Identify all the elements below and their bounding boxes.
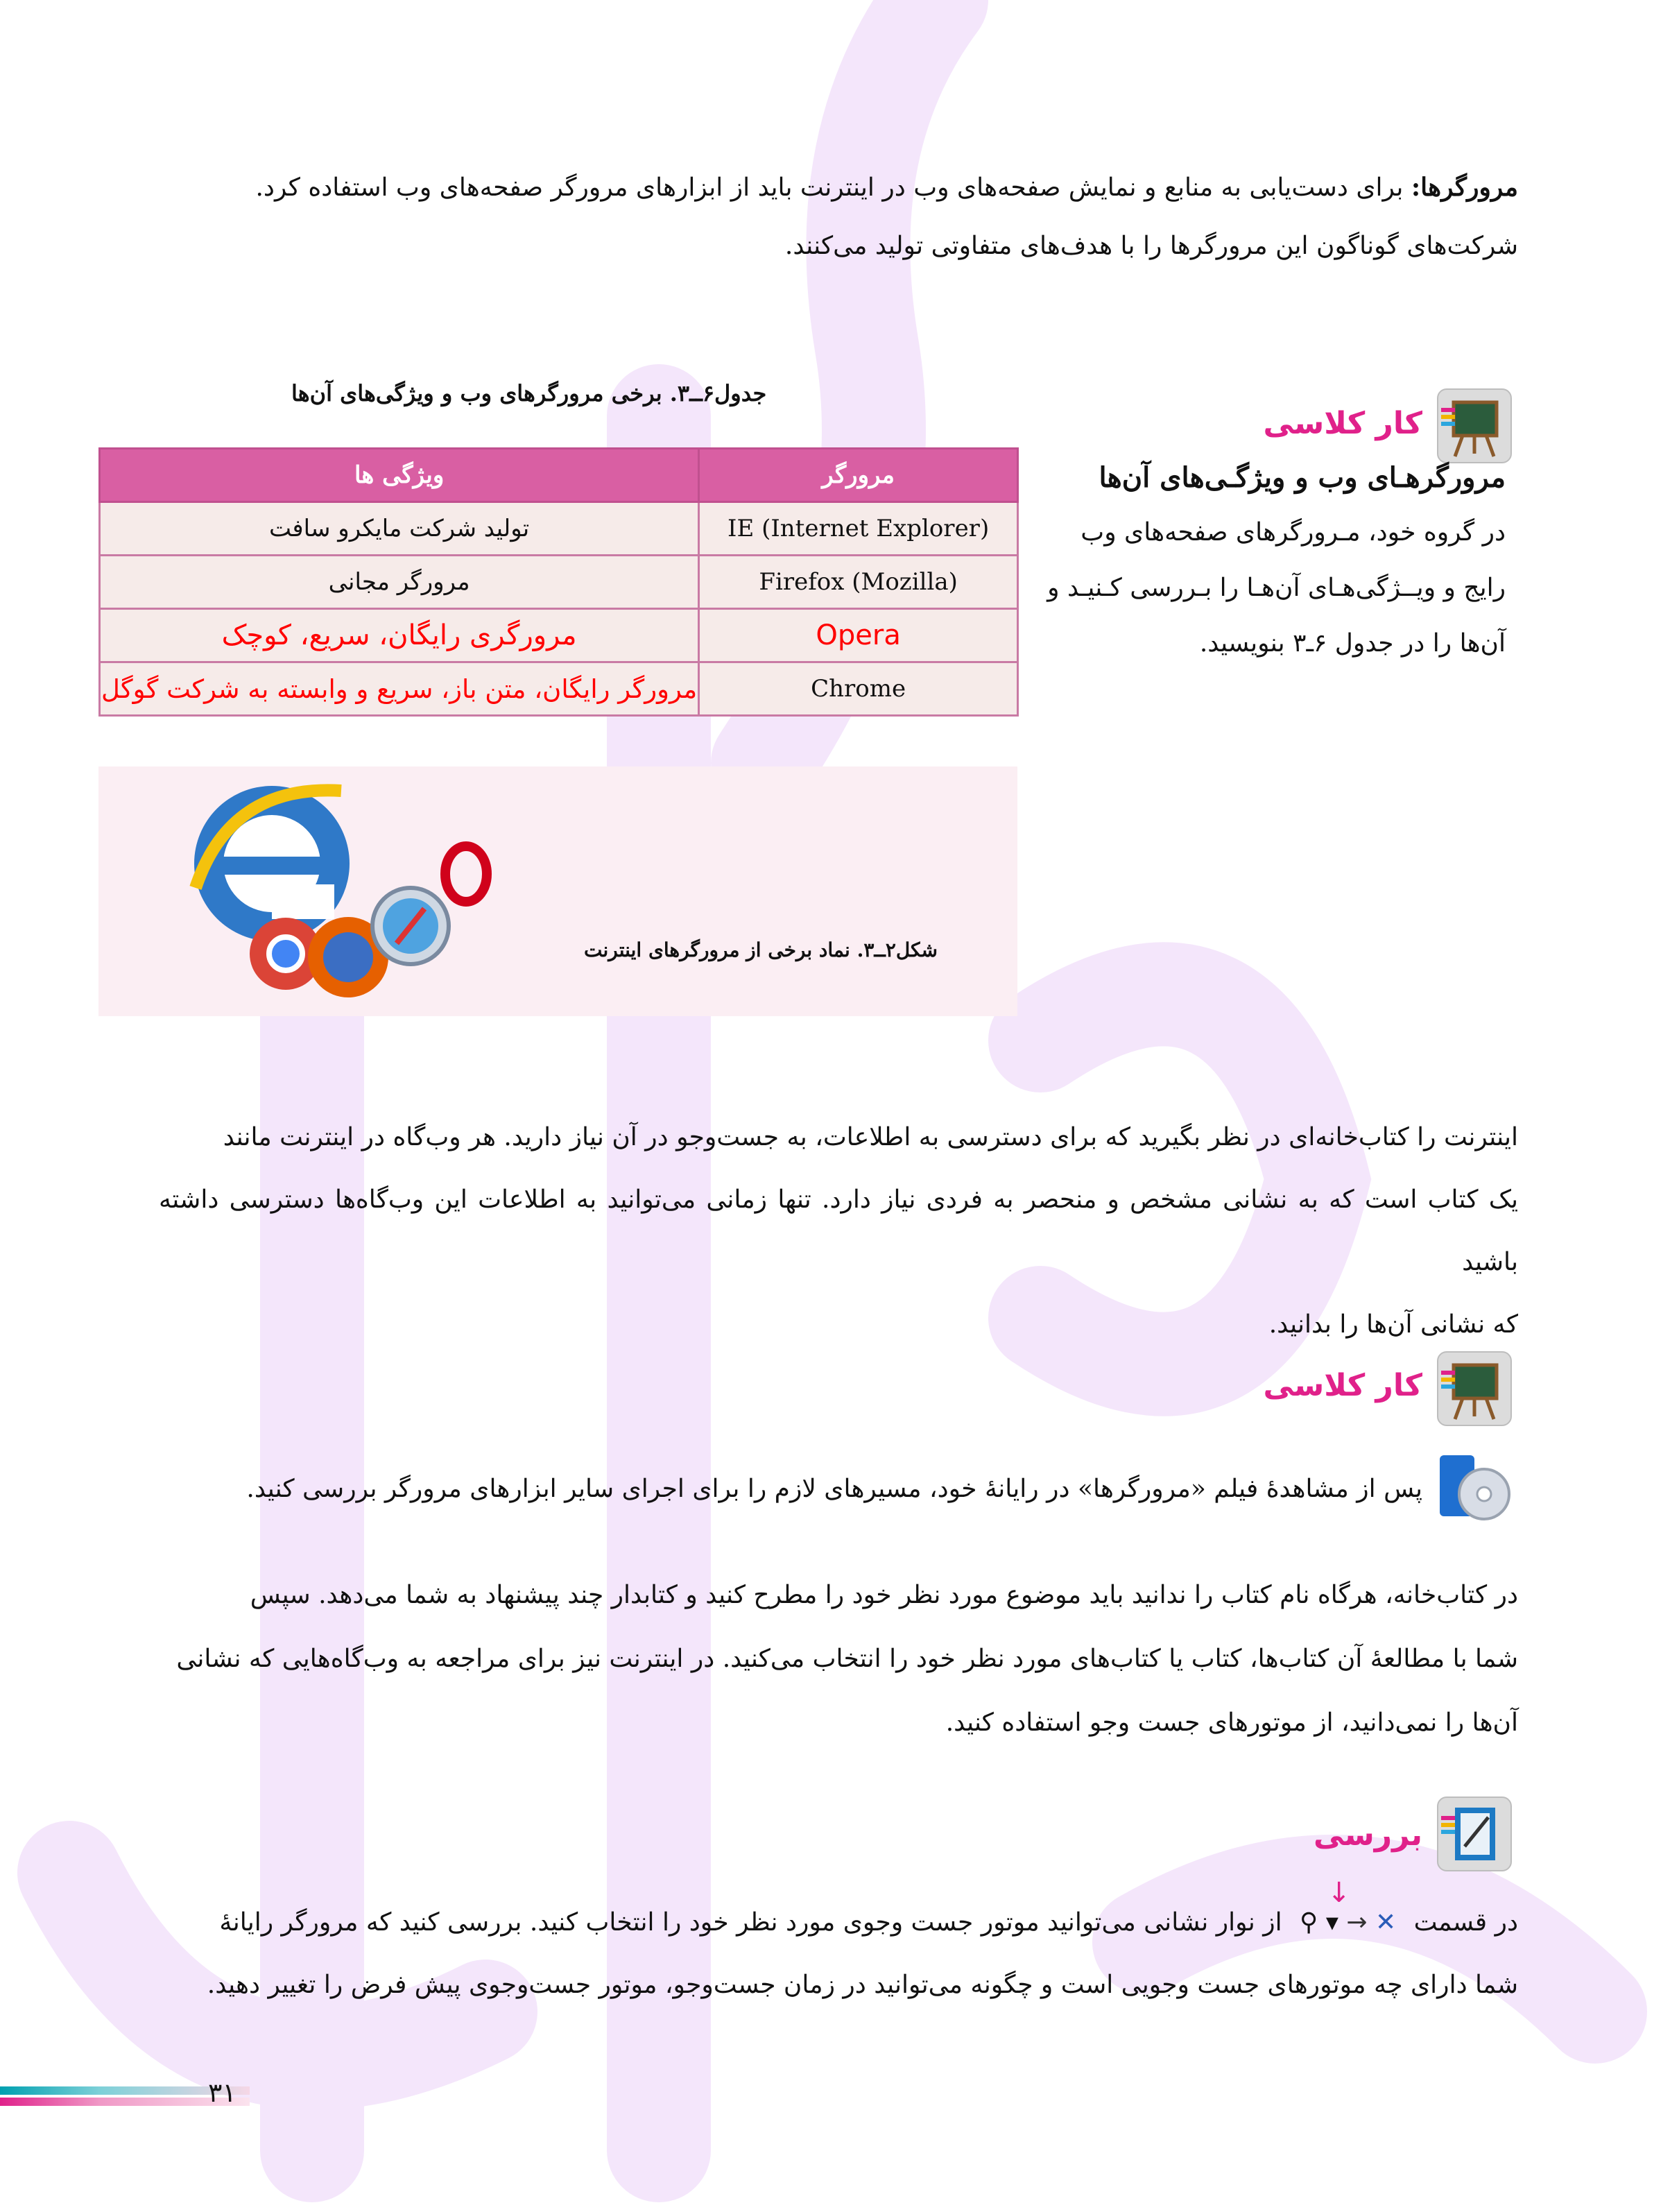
figure-caption: شکل۲ــ۳. نماد برخی از مرورگرهای اینترنت: [584, 938, 938, 961]
feature-cell: تولید شرکت مایکرو سافت: [100, 502, 699, 556]
header-features: ویژگی ها: [100, 449, 699, 502]
browsers-table: [98, 447, 1019, 717]
feature-cell: مرورگر رایگان، متن باز، سریع و وابسته به شرکت گوگل: [100, 662, 699, 716]
paragraph-3: [159, 1563, 1518, 1755]
feature-cell: مرورگر مجانی: [100, 556, 699, 609]
paragraph-3-line: در کتاب‌خانه، هرگاه نام کتاب را ندانید باید موضوع مورد نظر خود را مطرح کنید و کتابدار چند پیشنهاد به شما می‌دهد. سپس: [250, 1581, 1518, 1609]
classwork-title-2: کار کلاسی: [1263, 1368, 1422, 1403]
browser-cell: IE (Internet Explorer): [699, 502, 1018, 556]
table-caption: جدول۶ــ۳. برخی مرورگرهای وب و ویژگی‌های آن‌ها: [291, 380, 767, 406]
intro-line-2: شرکت‌های گوناگون این مرورگرها را با هدف‌های متفاوتی تولید می‌کنند.: [784, 232, 1518, 260]
header-browser: مرورگر: [699, 449, 1018, 502]
classwork-title-1: کار کلاسی: [1263, 406, 1422, 441]
table-row: [100, 556, 1018, 609]
table-row: [100, 662, 1018, 716]
paragraph-2-line: اینترنت را کتاب‌خانه‌ای در نظر بگیرید که برای دسترسی به اطلاعات، به جست‌وجو در آن نیاز دارید. هر وب‌گاه در اینترنت مانند: [223, 1123, 1518, 1151]
browser-cell: Chrome: [699, 662, 1018, 716]
classwork-icon: [1437, 1351, 1512, 1426]
classwork-1-line: آن‌ها را در جدول ۶ـ۳ بنویسید.: [1199, 629, 1506, 658]
page-number: ۳۱: [208, 2077, 236, 2108]
classwork-1-text: [937, 451, 1506, 671]
review-line-1-start: در قسمت: [1413, 1908, 1518, 1937]
pointer-arrow-icon: ↓: [1327, 1877, 1351, 1909]
table-row: [100, 609, 1018, 662]
browser-cell: Opera: [699, 609, 1018, 662]
dropdown-arrow-icon: ▾ ↓: [1326, 1908, 1347, 1937]
address-bar-controls: [1300, 1877, 1397, 1952]
paragraph-2: [159, 1106, 1518, 1356]
table-header-row: [100, 449, 1018, 502]
browser-logos-image: [168, 770, 528, 1006]
review-icon: [1437, 1797, 1512, 1871]
intro-line-1: مرورگرها: برای دست‌یابی به منابع و نمایش صفحه‌های وب در اینترنت باید از ابزارهای مرورگر صفحه‌های وب استفاده کرد.: [255, 173, 1518, 202]
intro-paragraph: [159, 158, 1518, 275]
review-line-1: [131, 1877, 1518, 1952]
browser-cell: Firefox (Mozilla): [699, 556, 1018, 609]
paragraph-2-line: یک کتاب است که به نشانی مشخص و منحصر به فردی نیاز دارد. تنها زمانی می‌توانید به اطلاعات این وب‌گاه‌ها دسترسی داشته باشید: [159, 1185, 1518, 1276]
classwork-1-subtitle: مرورگرهـای وب و ویژگـی‌های آن‌ها: [1099, 461, 1506, 494]
classwork-1-line: در گروه خود، مـرورگرهای صفحه‌های وب: [1080, 518, 1506, 547]
classwork-1-line: رایج و ویــژگی‌هـای آن‌هـا را بـررسی کـنیـد و: [1047, 574, 1506, 602]
feature-cell: مرورگری رایگان، سریع، کوچک: [100, 609, 699, 662]
classwork-2-text: پس از مشاهدهٔ فیلم «مرورگرها» در رایانهٔ خود، مسیرهای لازم را برای اجرای سایر ابزارهای مرورگر بررسی کنید.: [246, 1475, 1422, 1503]
table-row: [100, 502, 1018, 556]
paragraph-2-line: که نشانی آن‌ها را بدانید.: [1268, 1310, 1518, 1339]
paragraph-3-line: شما با مطالعهٔ آن کتاب‌ها، کتاب یا کتاب‌های مورد نظر خود را انتخاب می‌کنید. در اینترنت نیز برای مراجعه به وب‌گاه‌هایی که نشانی: [176, 1645, 1518, 1673]
review-line-2: شما دارای چه موتورهای جست وجویی است و چگونه می‌توانید در زمان جست‌وجو، موتور جست‌وجوی پیش فرض را تغییر دهید.: [207, 1971, 1518, 1999]
review-title: بررسی: [1313, 1817, 1422, 1853]
figure-box: [98, 766, 1017, 1016]
review-line-1-end: از نوار نشانی می‌توانید موتور جست وجوی مورد نظر خود را انتخاب کنید. بررسی کنید که مرورگر رایانهٔ: [219, 1908, 1282, 1937]
intro-term: مرورگرها:: [1411, 173, 1518, 202]
search-icon: ⚲: [1300, 1908, 1318, 1937]
cd-icon: [1436, 1448, 1512, 1525]
paragraph-3-line: آن‌ها را نمی‌دانید، از موتورهای جست وجو استفاده کنید.: [945, 1708, 1518, 1737]
stop-icon: ✕: [1375, 1908, 1397, 1937]
go-arrow-icon: →: [1346, 1908, 1368, 1937]
